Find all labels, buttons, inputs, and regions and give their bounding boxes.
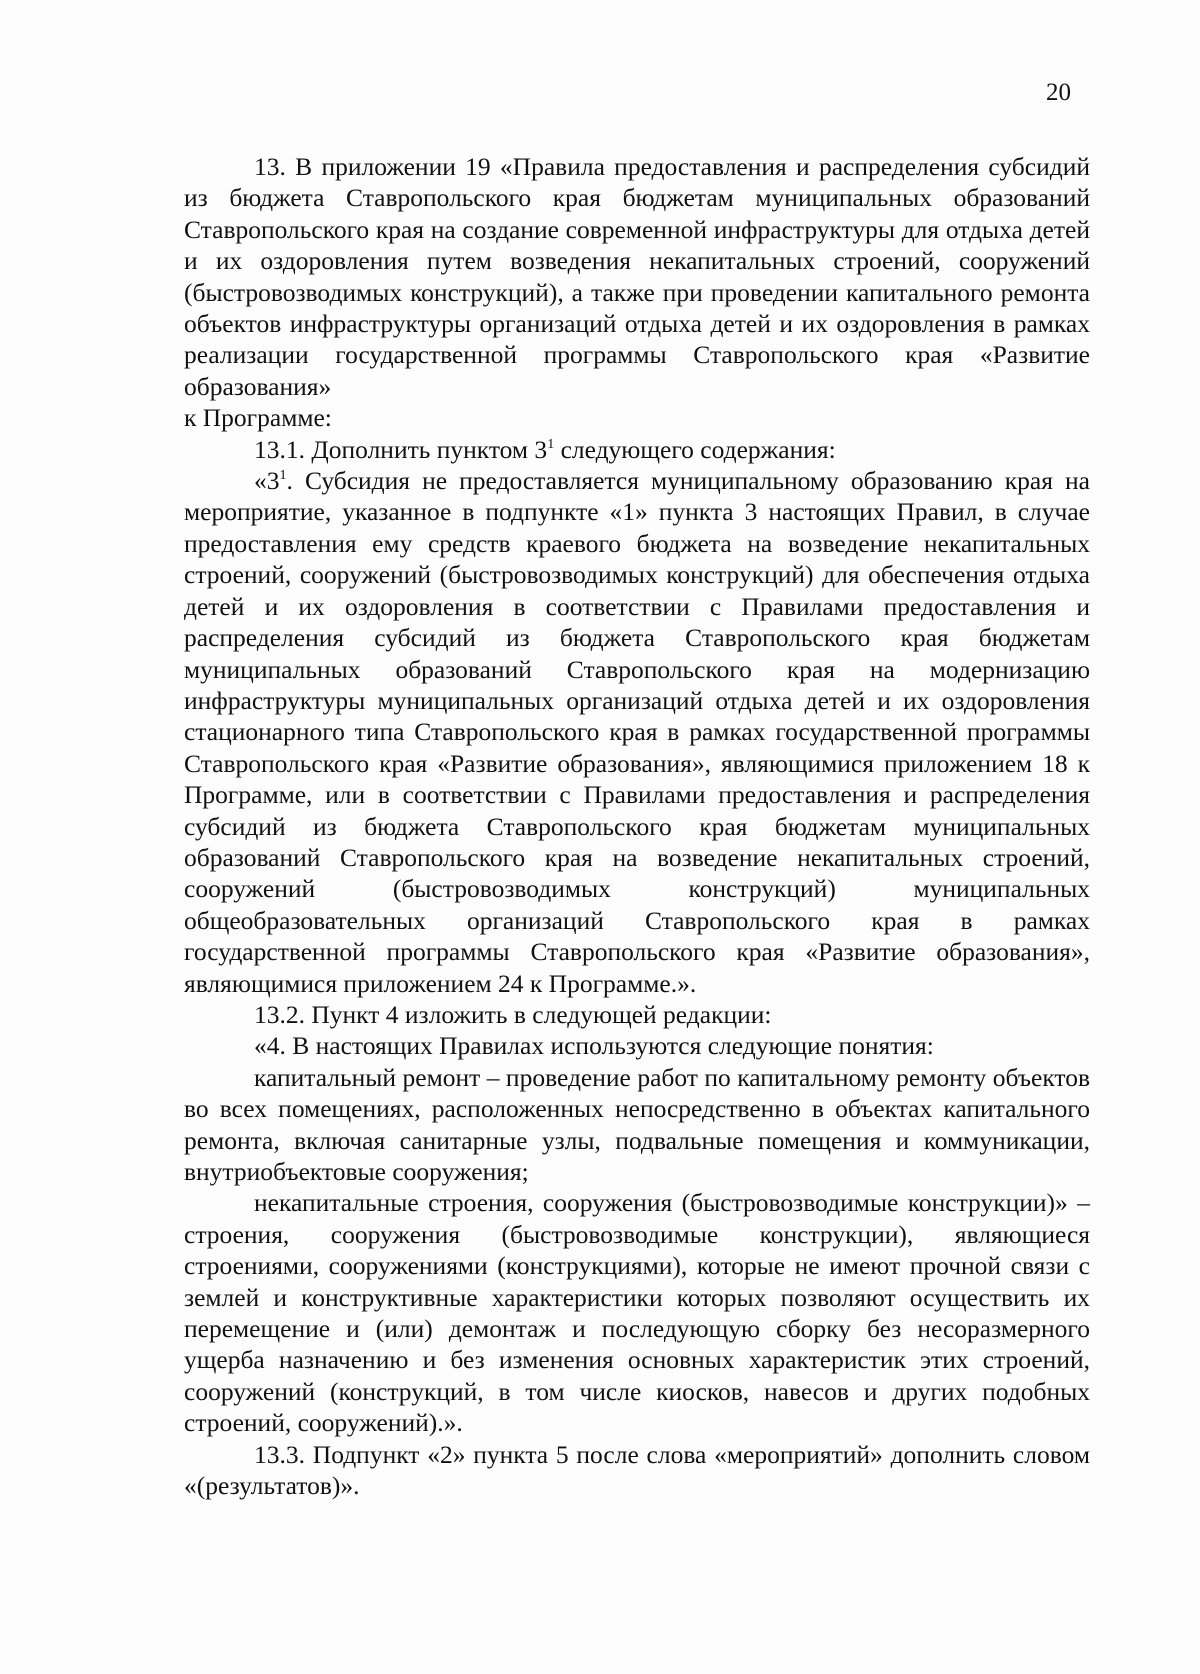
paragraph-4: «4. В настоящих Правилах используются следующие понятия: [254, 1031, 934, 1061]
definition-capital-repair: капитальный ремонт – проведение работ по капитальному ремонту объектов во всех помещениях, расположенных непосредственно в объектах капитального ремонта, включая санитарные узлы, подвальные помещения и коммуникации, внутриобъектовые сооружения; [184, 1062, 1090, 1186]
page-number: 20 [1046, 79, 1071, 106]
paragraph-13-3: 13.3. Подпункт «2» пункта 5 после слова «мероприятий» дополнить словом «(результатов)». [184, 1439, 1090, 1501]
paragraph-13-1-superscript: 1 [547, 436, 555, 452]
paragraph-3-1-text-end: . Субсидия не предоставляется муниципальному образованию края на мероприятие, указанное в подпункте «1» пункта 3 настоящих Правил, в случае предоставления ему средств краевого бюджета на возведение некапитальных строений, сооружений (быстровозводимых конструкций) для обеспечения отдыха детей и их оздоровления в соответствии с Правилами предоставления и распределения субсидий из бюджета Ставропольского края бюджетам муниципальных образований Ставропольского края на модернизацию инфраструктуры муниципальных организаций отдыха детей и их оздоровления стационарного типа Ставропольского края в рамках государственной программы Ставропольского края «Развитие образования», являющимися приложением 18 к Программе, или в соответствии с Правилами предоставления и распределения субсидий из бюджета Ставропольского края бюджетам муниципальных образований Ставропольского края на возведение некапитальных строений, сооружений (быстровозводимых конструкций) муниципальных общеобразовательных организаций Ставропольского края в рамках государственной программы Ставропольского края «Развитие образования», являющимися приложением 24 к Программе.». [184, 466, 1090, 998]
paragraph-13-2: 13.2. Пункт 4 изложить в следующей редакции: [254, 999, 772, 1029]
paragraph-3-1-text: «3 [254, 466, 280, 496]
document-body [184, 151, 1090, 1501]
paragraph-13: 13. В приложении 19 «Правила предоставления и распределения субсидий из бюджета Ставропольского края бюджетам муниципальных образований Ставропольского края на создание современной инфраструктуры для отдыха детей и их оздоровления путем возведения некапитальных строений, сооружений (быстровозводимых конструкций), а также при проведении капитального ремонта объектов инфраструктуры организаций отдыха детей и их оздоровления в рамках реализации государственной программы Ставропольского края «Развитие образования» [184, 152, 1090, 401]
paragraph-13-1 [184, 434, 1090, 465]
paragraph-3-1 [184, 465, 1090, 999]
definition-non-capital-structures: некапитальные строения, сооружения (быстровозводимые конструкции)» – строения, сооружения (быстровозводимые конструкции), являющиеся строениями, сооружениями (конструкциями), которые не имеют прочной связи с землей и конструктивные характеристики которых позволяют осуществить их перемещение и (или) демонтаж и последующую сборку без несоразмерного ущерба назначению и без изменения основных характеристик этих строений, сооружений (конструкций, в том числе киосков, навесов и других подобных строений, сооружений).». [184, 1188, 1090, 1438]
paragraph-13-tail: к Программе: [184, 403, 332, 433]
paragraph-13-1-text-end: следующего содержания: [554, 434, 836, 464]
paragraph-13-1-text: 13.1. Дополнить пунктом 3 [254, 434, 548, 464]
paragraph-3-1-superscript: 1 [279, 468, 287, 484]
